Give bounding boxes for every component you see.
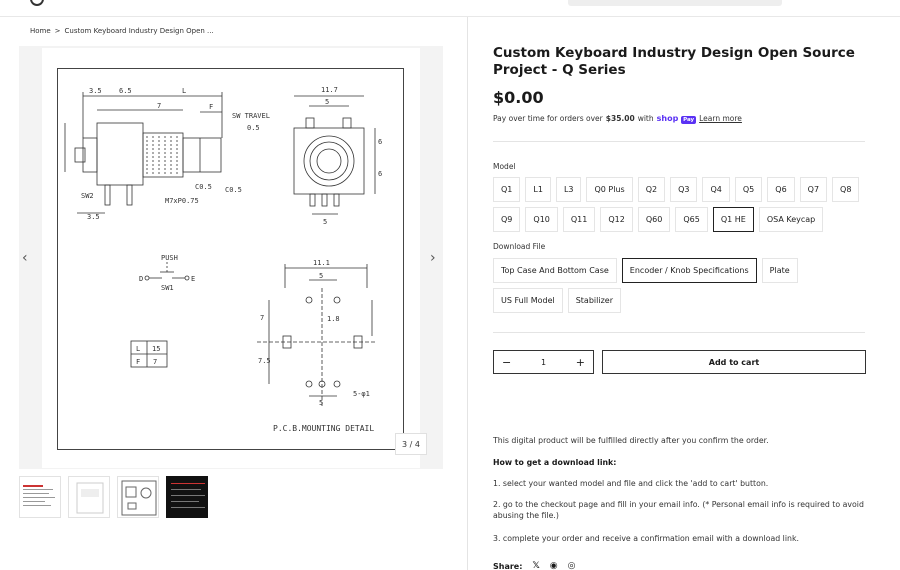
chevron-left-icon[interactable]: ‹: [22, 250, 28, 266]
dim-c05: C0.5: [195, 183, 212, 191]
front-view: [294, 96, 375, 214]
dim-c05b: C0.5: [225, 186, 242, 194]
model-option[interactable]: Q9: [493, 207, 520, 232]
model-option[interactable]: Q4: [702, 177, 729, 202]
breadcrumb: [30, 27, 214, 35]
shop-pay-badge: Pay: [683, 117, 695, 123]
pay-with: with: [637, 114, 654, 123]
logo-icon[interactable]: [30, 0, 44, 6]
model-option[interactable]: Q8: [832, 177, 859, 202]
thumbnail-1[interactable]: [19, 476, 61, 518]
divider: [493, 332, 865, 333]
model-option[interactable]: Q11: [563, 207, 595, 232]
model-option[interactable]: Q1 HE: [713, 207, 754, 232]
download-label: Download File: [493, 242, 546, 251]
thumbnail-strip: [19, 476, 208, 518]
pcb-detail-label: P.C.B.MOUNTING DETAIL: [273, 424, 375, 433]
push-label: PUSH: [161, 254, 178, 262]
model-option[interactable]: Q12: [600, 207, 632, 232]
thumbnail-3-preview: [118, 477, 159, 518]
quantity-stepper: [493, 350, 594, 374]
gallery-counter: 3 / 4: [395, 433, 427, 455]
thumbnail-2-preview: [69, 477, 110, 518]
pinterest-icon[interactable]: ◎: [567, 561, 576, 570]
e-label: E: [191, 275, 196, 283]
share-label: Share:: [493, 561, 523, 570]
model-option[interactable]: Q0 Plus: [586, 177, 632, 202]
model-option[interactable]: Q60: [638, 207, 670, 232]
howto-heading: How to get a download link:: [493, 458, 617, 467]
model-option[interactable]: Q65: [675, 207, 707, 232]
installments-line: [493, 114, 742, 123]
thumbnail-4-preview: [167, 477, 208, 518]
model-option[interactable]: Q6: [767, 177, 794, 202]
download-option[interactable]: Stabilizer: [568, 288, 621, 313]
column-divider: [467, 17, 468, 570]
dim-3-5-bottom: 3.5: [87, 213, 100, 221]
dim-5-pcb: 5: [319, 272, 324, 280]
search-input[interactable]: [568, 0, 782, 6]
divider: [493, 141, 865, 142]
add-to-cart-button[interactable]: Add to cart: [602, 350, 866, 374]
quantity-value[interactable]: 1: [540, 357, 547, 367]
dim-5-pcb-bottom: 5: [319, 399, 324, 407]
d-label: D: [139, 275, 144, 283]
dim-7-pcb: 7: [260, 314, 265, 322]
table-f-value: 7: [153, 358, 158, 366]
facebook-icon[interactable]: ◉: [549, 561, 558, 570]
model-label: Model: [493, 162, 516, 171]
shop-label: shop: [656, 114, 679, 123]
step-3: 3. complete your order and receive a confirmation email with a download link.: [493, 534, 799, 543]
dim-11-1: 11.1: [313, 259, 330, 267]
thumbnail-3[interactable]: [117, 476, 159, 518]
model-option[interactable]: Q10: [525, 207, 557, 232]
dim-7-5: 7.5: [258, 357, 271, 365]
thread-spec: M7xP0.75: [165, 197, 199, 205]
step-2: 2. go to the checkout page and fill in your email info. (* Personal email info is required to avoid abusing the file.): [493, 500, 864, 520]
model-option[interactable]: Q1: [493, 177, 520, 202]
share-row: [493, 561, 575, 570]
sw-travel-label: SW TRAVEL: [232, 112, 270, 120]
download-options: [493, 258, 868, 313]
table-f-key: F: [136, 358, 141, 366]
model-option[interactable]: Q7: [800, 177, 827, 202]
dim-5-phi1: 5-φ1: [353, 390, 370, 398]
dim-L: L: [182, 87, 187, 95]
table-l-value: 15: [152, 345, 161, 353]
x-icon[interactable]: 𝕏: [532, 561, 540, 570]
model-option[interactable]: L1: [525, 177, 551, 202]
push-switch-schematic: [145, 262, 189, 280]
dim-3-5: 3.5: [89, 87, 102, 95]
pcb-mounting-detail: [257, 264, 377, 408]
model-option[interactable]: L3: [556, 177, 582, 202]
dim-5-top: 5: [325, 98, 330, 106]
dim-6-5: 6.5: [119, 87, 132, 95]
dim-6-a: 6: [378, 138, 383, 146]
thumbnail-4[interactable]: [166, 476, 208, 518]
thumbnail-2[interactable]: [68, 476, 110, 518]
shop-pay-logo: [657, 114, 697, 123]
pay-prefix: Pay over time for orders over: [493, 114, 603, 123]
download-option[interactable]: Plate: [762, 258, 798, 283]
dim-11-7: 11.7: [321, 86, 338, 94]
dim-1-8: 1.8: [327, 315, 340, 323]
product-title: Custom Keyboard Industry Design Open Source Project - Q Series: [493, 45, 855, 78]
thumbnail-1-preview: [20, 477, 61, 518]
site-header: [0, 0, 900, 17]
dim-7: 7: [157, 102, 162, 110]
sw2-label: SW2: [81, 192, 94, 200]
model-option[interactable]: Q2: [638, 177, 665, 202]
download-option[interactable]: Encoder / Knob Specifications: [622, 258, 757, 283]
step-1: 1. select your wanted model and file and click the 'add to cart' button.: [493, 479, 769, 488]
increase-quantity-button[interactable]: +: [575, 355, 585, 369]
model-options: [493, 177, 868, 232]
fulfillment-note: This digital product will be fulfilled directly after you confirm the order.: [493, 436, 769, 445]
download-option[interactable]: Top Case And Bottom Case: [493, 258, 617, 283]
product-price: $0.00: [493, 88, 544, 107]
decrease-quantity-button[interactable]: −: [502, 355, 512, 369]
encoder-technical-drawing: [57, 68, 404, 450]
download-option[interactable]: US Full Model: [493, 288, 563, 313]
table-l-key: L: [136, 345, 141, 353]
model-option[interactable]: Q5: [735, 177, 762, 202]
sw1-label: SW1: [161, 284, 174, 292]
model-option[interactable]: OSA Keycap: [759, 207, 823, 232]
breadcrumb-current: Custom Keyboard Industry Design Open ...: [64, 27, 214, 35]
dim-5-bottom: 5: [323, 218, 328, 226]
breadcrumb-home[interactable]: Home: [30, 27, 51, 35]
breadcrumb-separator: >: [54, 27, 61, 35]
learn-more-link[interactable]: Learn more: [699, 114, 742, 123]
chevron-right-icon[interactable]: ›: [430, 250, 436, 266]
dim-6-b: 6: [378, 170, 383, 178]
dim-F: F: [209, 103, 214, 111]
sw-travel-value: 0.5: [247, 124, 260, 132]
model-option[interactable]: Q3: [670, 177, 697, 202]
pay-amount: $35.00: [605, 114, 635, 123]
